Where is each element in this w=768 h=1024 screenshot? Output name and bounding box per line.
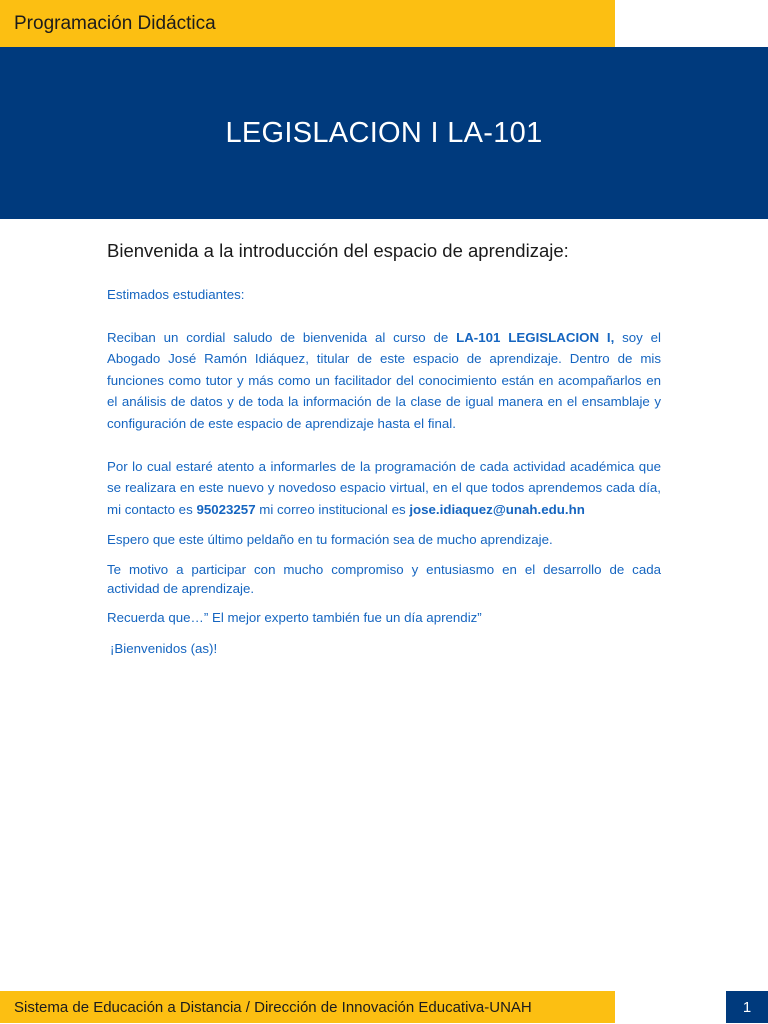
footer-text: Sistema de Educación a Distancia / Dirección de Innovación Educativa-UNAH [14,998,532,1016]
course-title: LEGISLACION I LA-101 [225,116,543,149]
intro-text-end: soy el Abogado José Ramón Idiáquez, titular de este espacio de aprendizaje. Dentro de mis funciones como tutor y más como un facilitador del conocimiento están en acompañarlos en el análisis de datos y de toda la información de la clase de igual manera en el ensamblaje y configuración de este espacio de aprendizaje hasta el final. [107,329,661,431]
intro-text-start: Reciban un cordial saludo de bienvenida al curso de [107,329,457,345]
phone-number: 95023257 [196,501,256,517]
contact-paragraph [107,456,661,521]
intro-paragraph [107,327,661,435]
document-header-label: Programación Didáctica [14,12,216,34]
section-heading: Bienvenida a la introducción del espacio de aprendizaje: [107,240,569,261]
document-header-bar [0,0,615,47]
greeting-paragraph: Estimados estudiantes: [107,287,245,302]
document-body [107,240,661,659]
welcome-paragraph: ¡Bienvenidos (as)! [110,640,218,656]
contact-text-middle: mi correo institucional es [255,501,410,517]
hope-paragraph: Espero que este último peldaño en tu formación sea de mucho aprendizaje. [107,532,553,548]
quote-paragraph: Recuerda que…” El mejor experto también fue un día aprendiz” [107,609,482,625]
title-banner [0,47,768,219]
email-address: jose.idiaquez@unah.edu.hn [409,501,585,517]
page-number-box [726,991,768,1023]
motivation-paragraph: Te motivo a participar con mucho compromiso y entusiasmo en el desarrollo de cada actividad de aprendizaje. [107,561,661,596]
contact-text-start: Por lo cual estaré atento a informarles de la programación de cada actividad académica que se realizara en este nuevo y novedoso espacio virtual, en el que todos aprendemos cada día, mi contacto es [107,458,661,517]
course-code-bold: LA-101 LEGISLACION I, [456,329,615,345]
page-number: 1 [742,998,752,1016]
footer-bar [0,991,615,1023]
